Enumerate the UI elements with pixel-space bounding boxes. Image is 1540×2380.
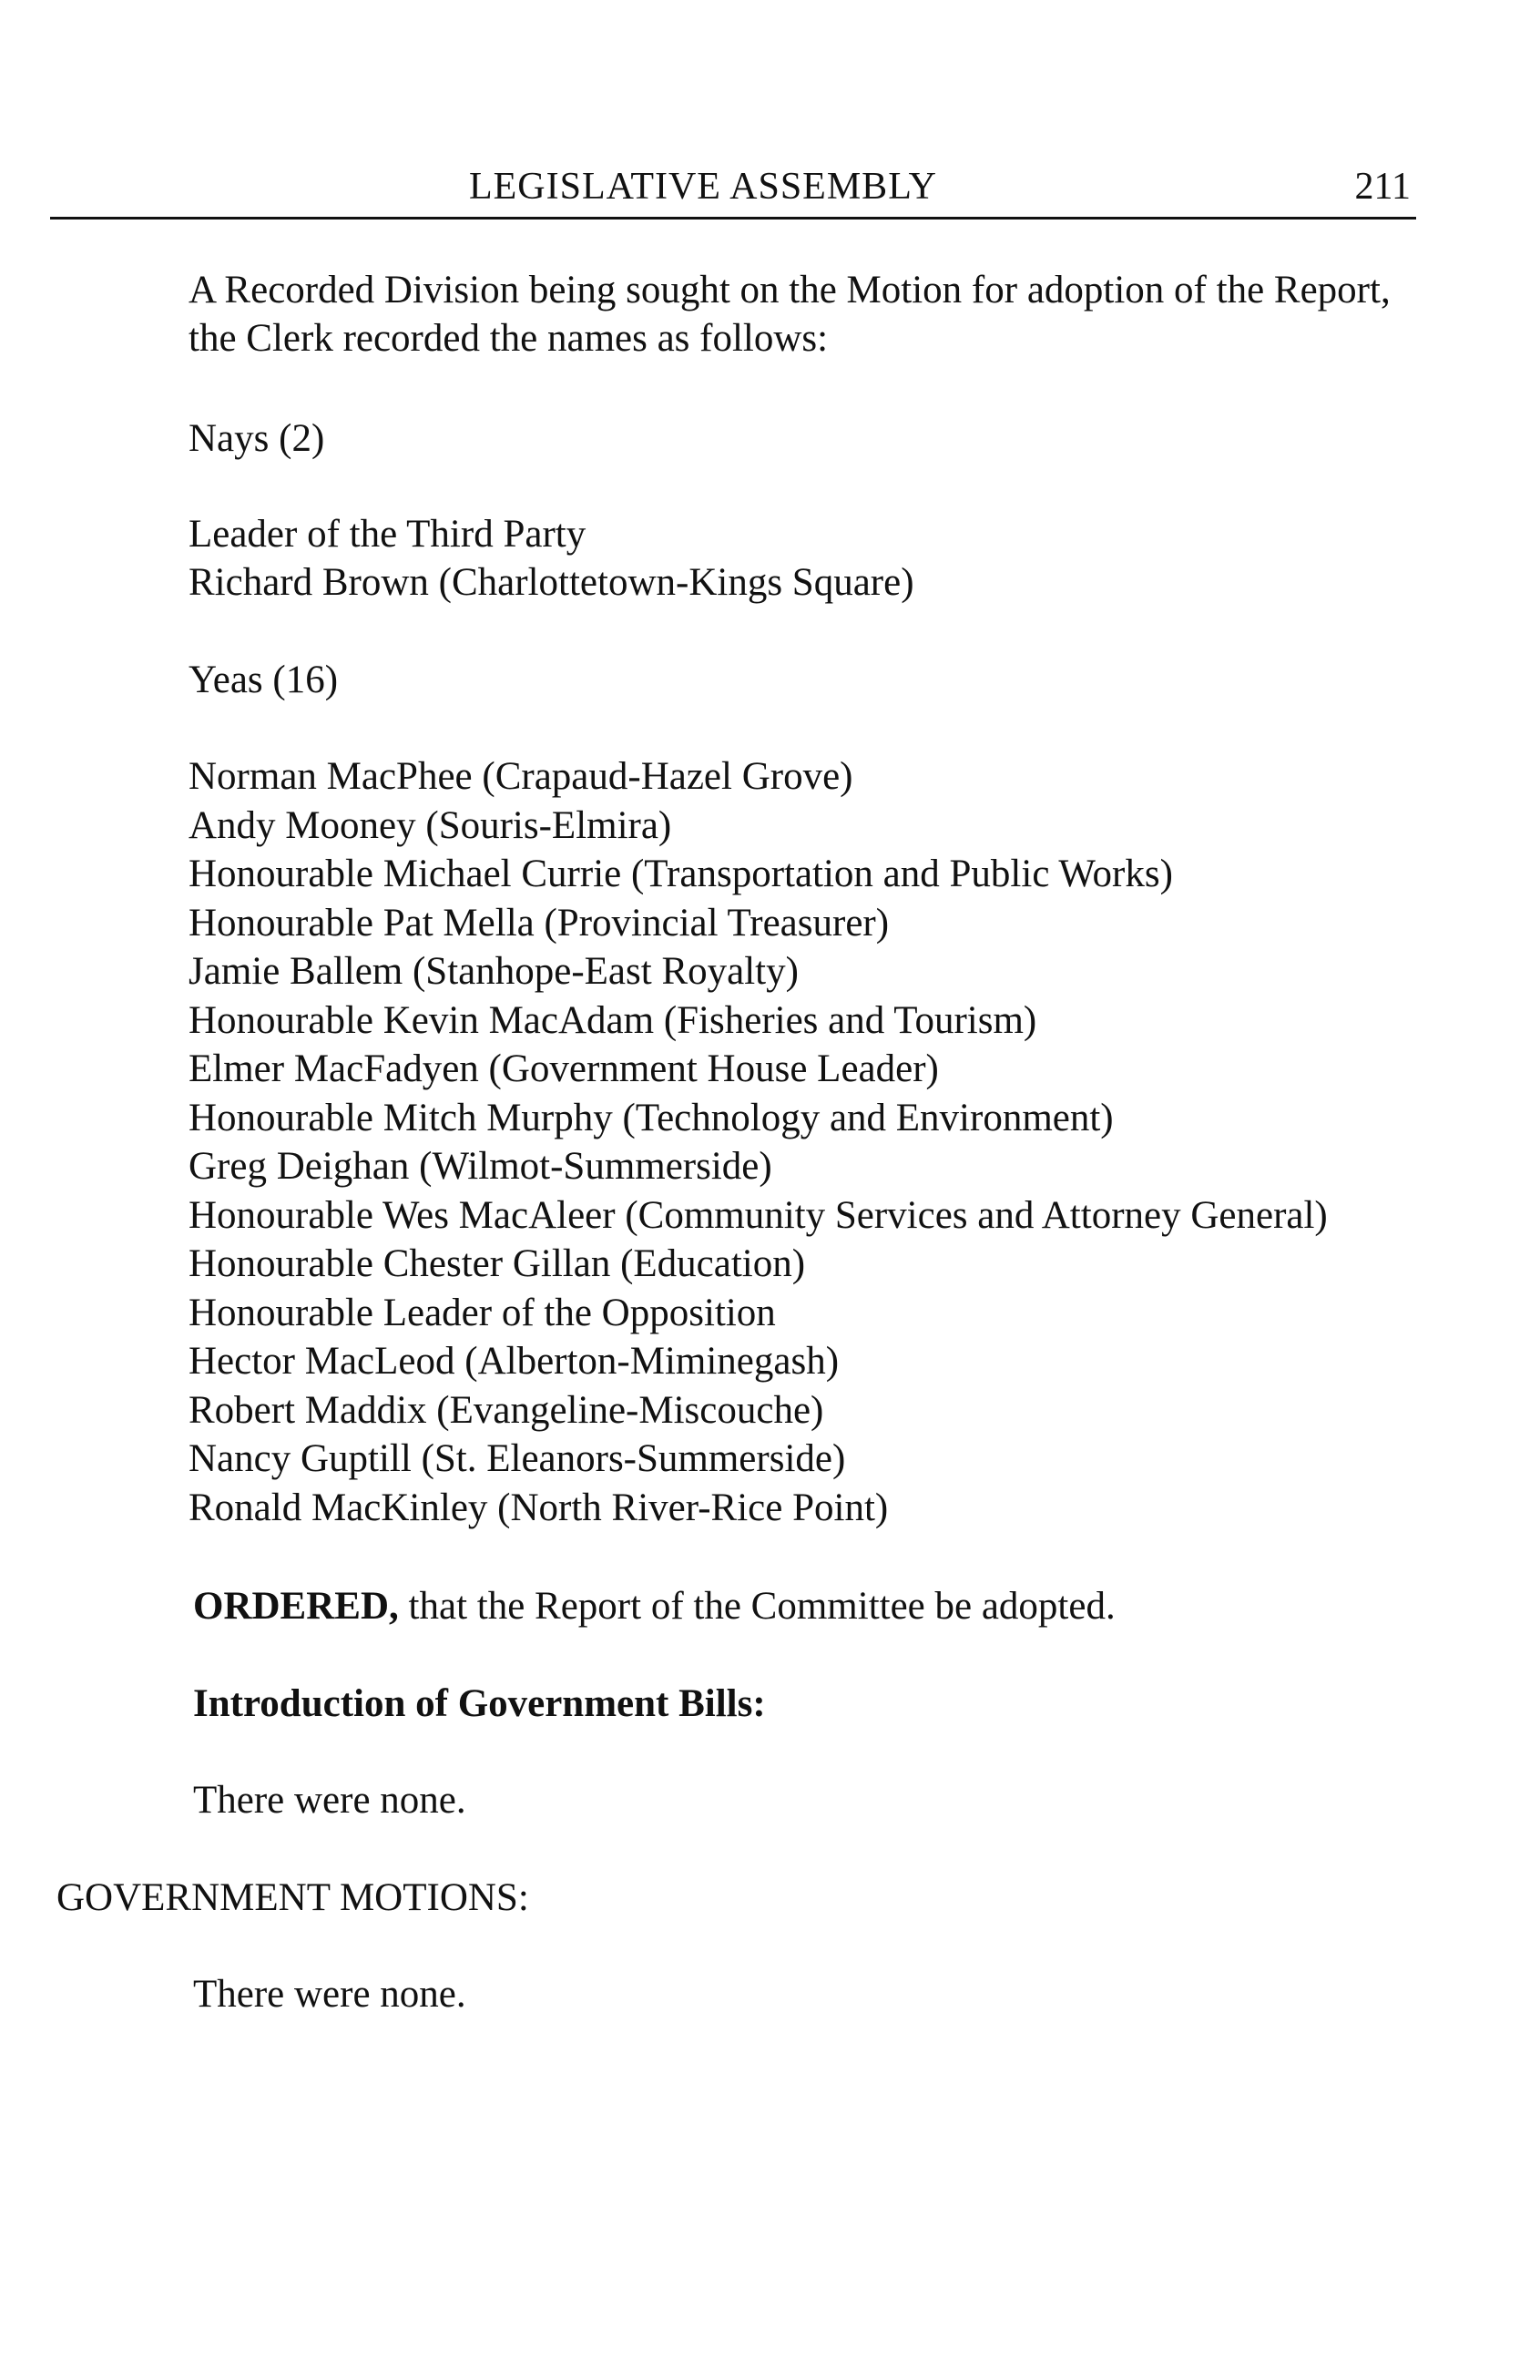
yeas-member: Honourable Mitch Murphy (Technology and Environment) — [189, 1096, 1114, 1139]
yeas-member: Ronald MacKinley (North River-Rice Point) — [189, 1486, 889, 1529]
yeas-member: Honourable Wes MacAleer (Community Services and Attorney General) — [189, 1193, 1328, 1237]
government-bills-text: There were none. — [193, 1779, 466, 1822]
page-header — [50, 164, 1416, 220]
government-motions-text: There were none. — [193, 1973, 466, 2016]
nays-member: Richard Brown (Charlottetown-Kings Square) — [189, 561, 914, 604]
yeas-heading: Yeas (16) — [189, 659, 339, 701]
government-bills-heading: Introduction of Government Bills: — [193, 1682, 766, 1725]
page-number: 211 — [1354, 166, 1411, 208]
header-title: LEGISLATIVE ASSEMBLY — [469, 166, 937, 208]
yeas-member: Honourable Kevin MacAdam (Fisheries and Tourism) — [189, 998, 1037, 1042]
intro-line: A Recorded Division being sought on the Motion for adoption of the Report, — [189, 269, 1391, 312]
nays-list — [189, 510, 914, 607]
nays-member: Leader of the Third Party — [189, 513, 586, 556]
yeas-member: Hector MacLeod (Alberton-Miminegash) — [189, 1340, 840, 1383]
yeas-member: Norman MacPhee (Crapaud-Hazel Grove) — [189, 755, 853, 798]
yeas-member: Honourable Chester Gillan (Education) — [189, 1242, 806, 1285]
yeas-member: Robert Maddix (Evangeline-Miscouche) — [189, 1388, 824, 1432]
yeas-member: Honourable Michael Currie (Transportation and Public Works) — [189, 853, 1173, 895]
yeas-member: Jamie Ballem (Stanhope-East Royalty) — [189, 950, 799, 993]
ordered-label: ORDERED, — [193, 1585, 399, 1628]
yeas-member: Nancy Guptill (St. Eleanors-Summerside) — [189, 1437, 846, 1480]
yeas-list — [189, 752, 1328, 1532]
intro-line: the Clerk recorded the names as follows: — [189, 317, 829, 360]
yeas-member: Greg Deighan (Wilmot-Summerside) — [189, 1145, 772, 1188]
government-motions-heading: GOVERNMENT MOTIONS: — [56, 1876, 529, 1919]
ordered-text: that the Report of the Committee be adopted. — [398, 1585, 1116, 1628]
intro-paragraph — [189, 266, 1391, 363]
yeas-member: Elmer MacFadyen (Government House Leader) — [189, 1047, 939, 1090]
nays-heading: Nays (2) — [189, 417, 325, 460]
yeas-member: Honourable Leader of the Opposition — [189, 1291, 776, 1334]
ordered-paragraph — [193, 1582, 1116, 1630]
yeas-member: Honourable Pat Mella (Provincial Treasurer) — [189, 901, 890, 945]
yeas-member: Andy Mooney (Souris-Elmira) — [189, 803, 672, 847]
